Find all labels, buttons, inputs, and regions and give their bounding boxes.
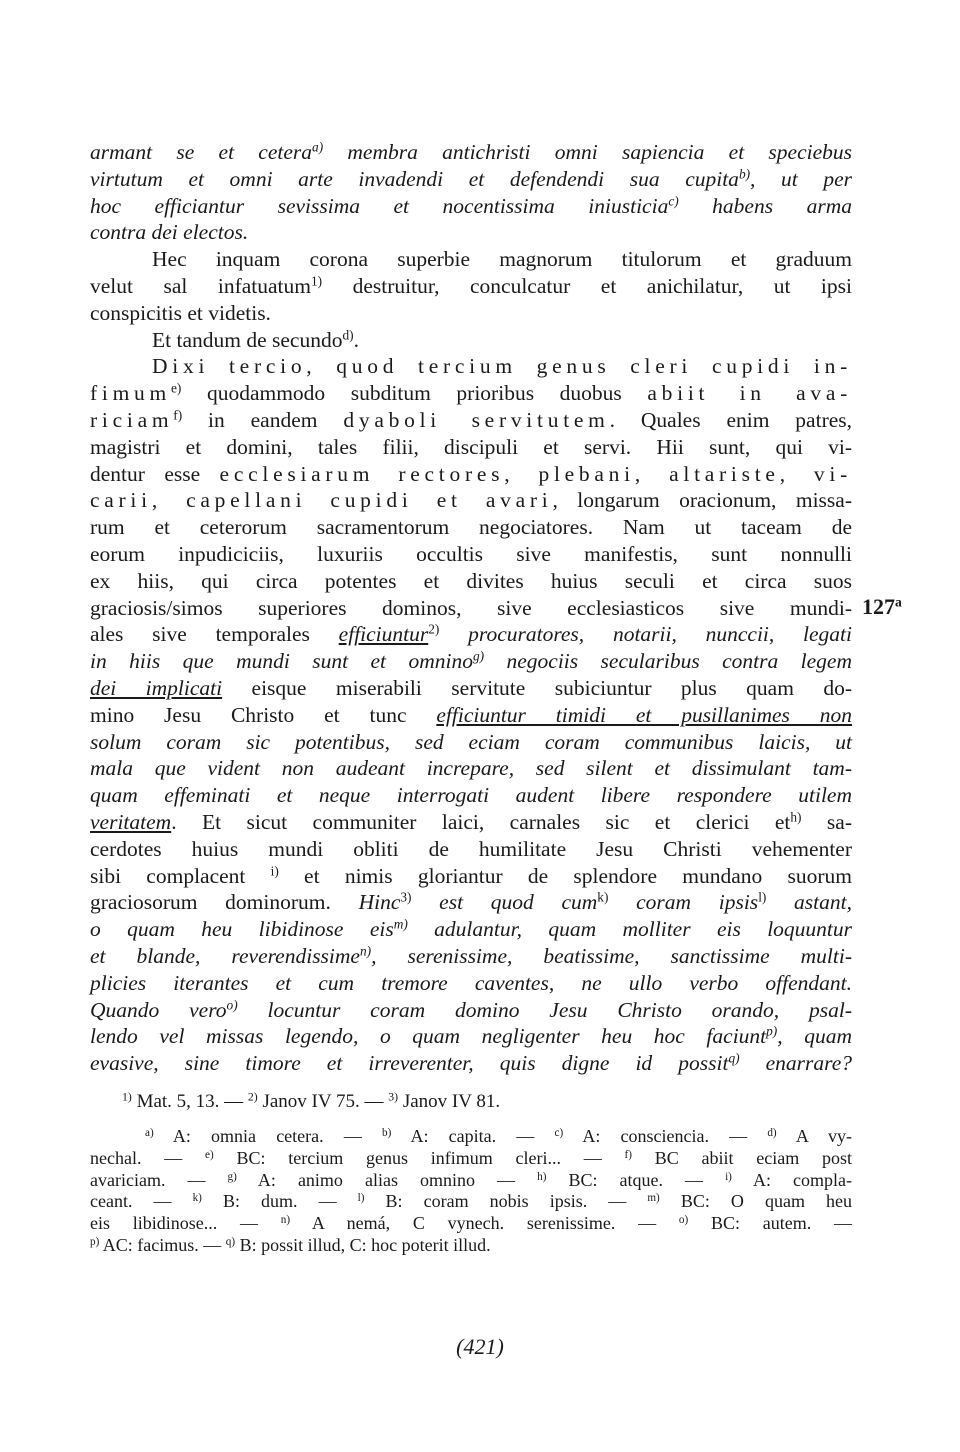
text-line: eorum inpudiciciis, luxuriis occultis sive manifestis, sunt nonnulli: [90, 541, 852, 566]
text-line: Dixi tercio, quod tercium genus cleri cupidi in-: [152, 354, 852, 379]
footnote-mark: a): [312, 139, 324, 155]
text-line: riciam$^{f)}$ in eandem dyaboli servitutem. Quales enim patres,: [90, 407, 853, 432]
apparatus-line: ceant. — $^{k)}$ B: dum. — $^{l)}$ B: coram nobis ipsis. — $^{m)}$ BC: O quam heu: [90, 1191, 853, 1212]
footnote-mark: g): [472, 648, 485, 664]
apparatus-line: eis libidinose... — $^{n)}$ A nemá, C vynech. serenissime. — $^{o)}$ BC: autem. —: [90, 1213, 852, 1234]
text-line: mino Jesu Christo et tunc efficiuntur timidi et pusillanimes non: [90, 702, 852, 727]
footnote-mark: d): [342, 327, 354, 343]
text-line: ales sive temporales efficiuntur$^{2)}$ procuratores, notarii, nunccii, legati: [90, 622, 852, 647]
text-line: cerdotes huius mundi obliti de humilitate Jesu Christi vehementer: [90, 836, 852, 861]
footnote-mark: i): [270, 863, 279, 879]
text-line: contra dei electos.: [90, 220, 249, 245]
apparatus-line: nechal. — $^{e)}$ BC: tercium genus infimum cleri... — $^{f)}$ BC abiit eciam post: [90, 1147, 853, 1168]
text-line: velut sal infatuatum$^{1)}$ destruitur, conculcatur et anichilatur, ut ipsi: [90, 273, 852, 298]
text-line: veritatem. Et sicut communiter laici, carnales sic et clerici $et^{h)}$ sa-: [90, 809, 852, 834]
footnote-mark: c): [668, 193, 679, 209]
textual-apparatus: [90, 1126, 852, 1257]
footnote-mark: m): [393, 916, 408, 932]
main-text: [90, 139, 852, 1077]
footnote-mark: n): [359, 943, 372, 959]
text-line: graciosis/simos superiores dominos, sive ecclesiasticos sive mundi-: [90, 595, 852, 620]
apparatus-line: avariciam. — $^{g)}$ A: animo alias omnino — $^{h)}$ BC: atque. — $^{i)}$ A: compla-: [90, 1169, 852, 1190]
footnote-mark: 2): [428, 622, 440, 638]
text-line: solum coram sic potentibus, sed eciam coram communibus laicis, ut: [90, 729, 852, 754]
text-line: evasive, sine timore et irreverenter, quis digne id possit$^{q)}$ enarrare?: [90, 1050, 853, 1076]
text-line: mala que vident non audeant increpare, sed silent et dissimulant tam-: [90, 756, 852, 781]
footnote-mark: q): [728, 1050, 740, 1066]
footnote-mark: p): [766, 1023, 778, 1039]
text-line: armant se et cetera$^{a)}$ membra antichristi omni sapiencia et speciebus: [90, 139, 853, 164]
footnote-mark: h): [790, 809, 802, 825]
source-references: $^{1)}$ Mat. 5, 13. — $^{2)}$ Janov IV 75. — $^{3)}$ Janov IV 81.: [122, 1090, 501, 1112]
text-line: graciosorum dominorum. Hinc$^{3)}$ est quod cum$^{k)}$ coram ipsis$^{l)}$ astant,: [90, 889, 852, 915]
footnote-mark: l): [758, 889, 767, 905]
ref-mark: 3): [388, 1090, 399, 1104]
text-line: Quando vero$^{o)}$ locuntur coram domino Jesu Christo orando, psal-: [90, 997, 853, 1022]
footnote-mark: e): [170, 380, 182, 396]
footnote-mark: f): [173, 407, 183, 423]
text-line: conspicitis et videtis.: [90, 300, 271, 325]
footnote-mark: k): [597, 889, 609, 905]
footnote-mark: 1): [311, 273, 323, 289]
apparatus-line: $^{a)}$ A: omnia cetera. — $^{b)}$ A: capita. — $^{c)}$ A: consciencia. — $^{d)}$ A vy-: [145, 1126, 852, 1146]
apparatus-line: $^{p)}$ AC: facimus. — $^{q)}$ B: possit illud, C: hoc poterit illud.: [90, 1234, 491, 1255]
text-line: Hec inquam corona superbie magnorum titulorum et graduum: [152, 247, 852, 272]
text-line: dentur esse ecclesiarum rectores, plebani, altariste, vi-: [90, 461, 853, 486]
text-line: hoc efficiantur sevissima et nocentissima iniusticia$^{c)}$ habens arma: [90, 193, 852, 218]
text-line: et blande, reverendissime$^{n)}$, serenissime, beatissime, sanctissime multi-: [90, 943, 853, 968]
text-line: ex hiis, qui circa potentes et divites huius seculi et circa suos: [90, 568, 852, 593]
text-line: in hiis que mundi sunt et omnino$^{g)}$ negociis secularibus contra legem: [90, 648, 852, 674]
text-line: fimum$^{e)}$ quodammodo subditum prioribus duobus abiit in ava-: [90, 380, 852, 406]
text-line: carii, capellani cupidi et avari, longarum oracionum, missa-: [90, 488, 852, 513]
page-number: (421): [456, 1334, 504, 1359]
ref-mark: 2): [247, 1090, 258, 1104]
text-line: o quam heu libidinose eis$^{m)}$ adulantur, quam molliter eis loquuntur: [90, 916, 853, 942]
text-line: sibi complacent $^{i)}$ et nimis gloriantur de splendore mundano suorum: [90, 863, 853, 888]
text-line: lendo vel missas legendo, o quam negligenter heu hoc faciunt$^{p)}$, quam: [90, 1023, 852, 1049]
ref-mark: 1): [122, 1090, 132, 1104]
text-line: virtutum et omni arte invadendi et defendendi sua cupita$^{b)}$, ut per: [90, 166, 852, 191]
text-line: Et tandum de secundo$^{d)}$.: [152, 327, 359, 352]
text-line: dei implicati eisque miserabili servitute subiciuntur plus quam do-: [90, 675, 852, 700]
footnote-mark: b): [738, 166, 751, 182]
text-line: magistri et domini, tales filii, discipuli et servi. Hii sunt, qui vi-: [90, 434, 852, 459]
margin-folio-number: 127$^a$: [862, 594, 902, 619]
text-line: rum et ceterorum sacramentorum negociatores. Nam ut taceam de: [90, 515, 852, 540]
footnote-mark: o): [226, 997, 238, 1013]
text-line: plicies iterantes et cum tremore caventes, ne ullo verbo offendant.: [90, 970, 852, 995]
text-line: quam effeminati et neque interrogati audent libere respondere utilem: [90, 783, 852, 808]
footnote-mark: 3): [400, 889, 412, 905]
